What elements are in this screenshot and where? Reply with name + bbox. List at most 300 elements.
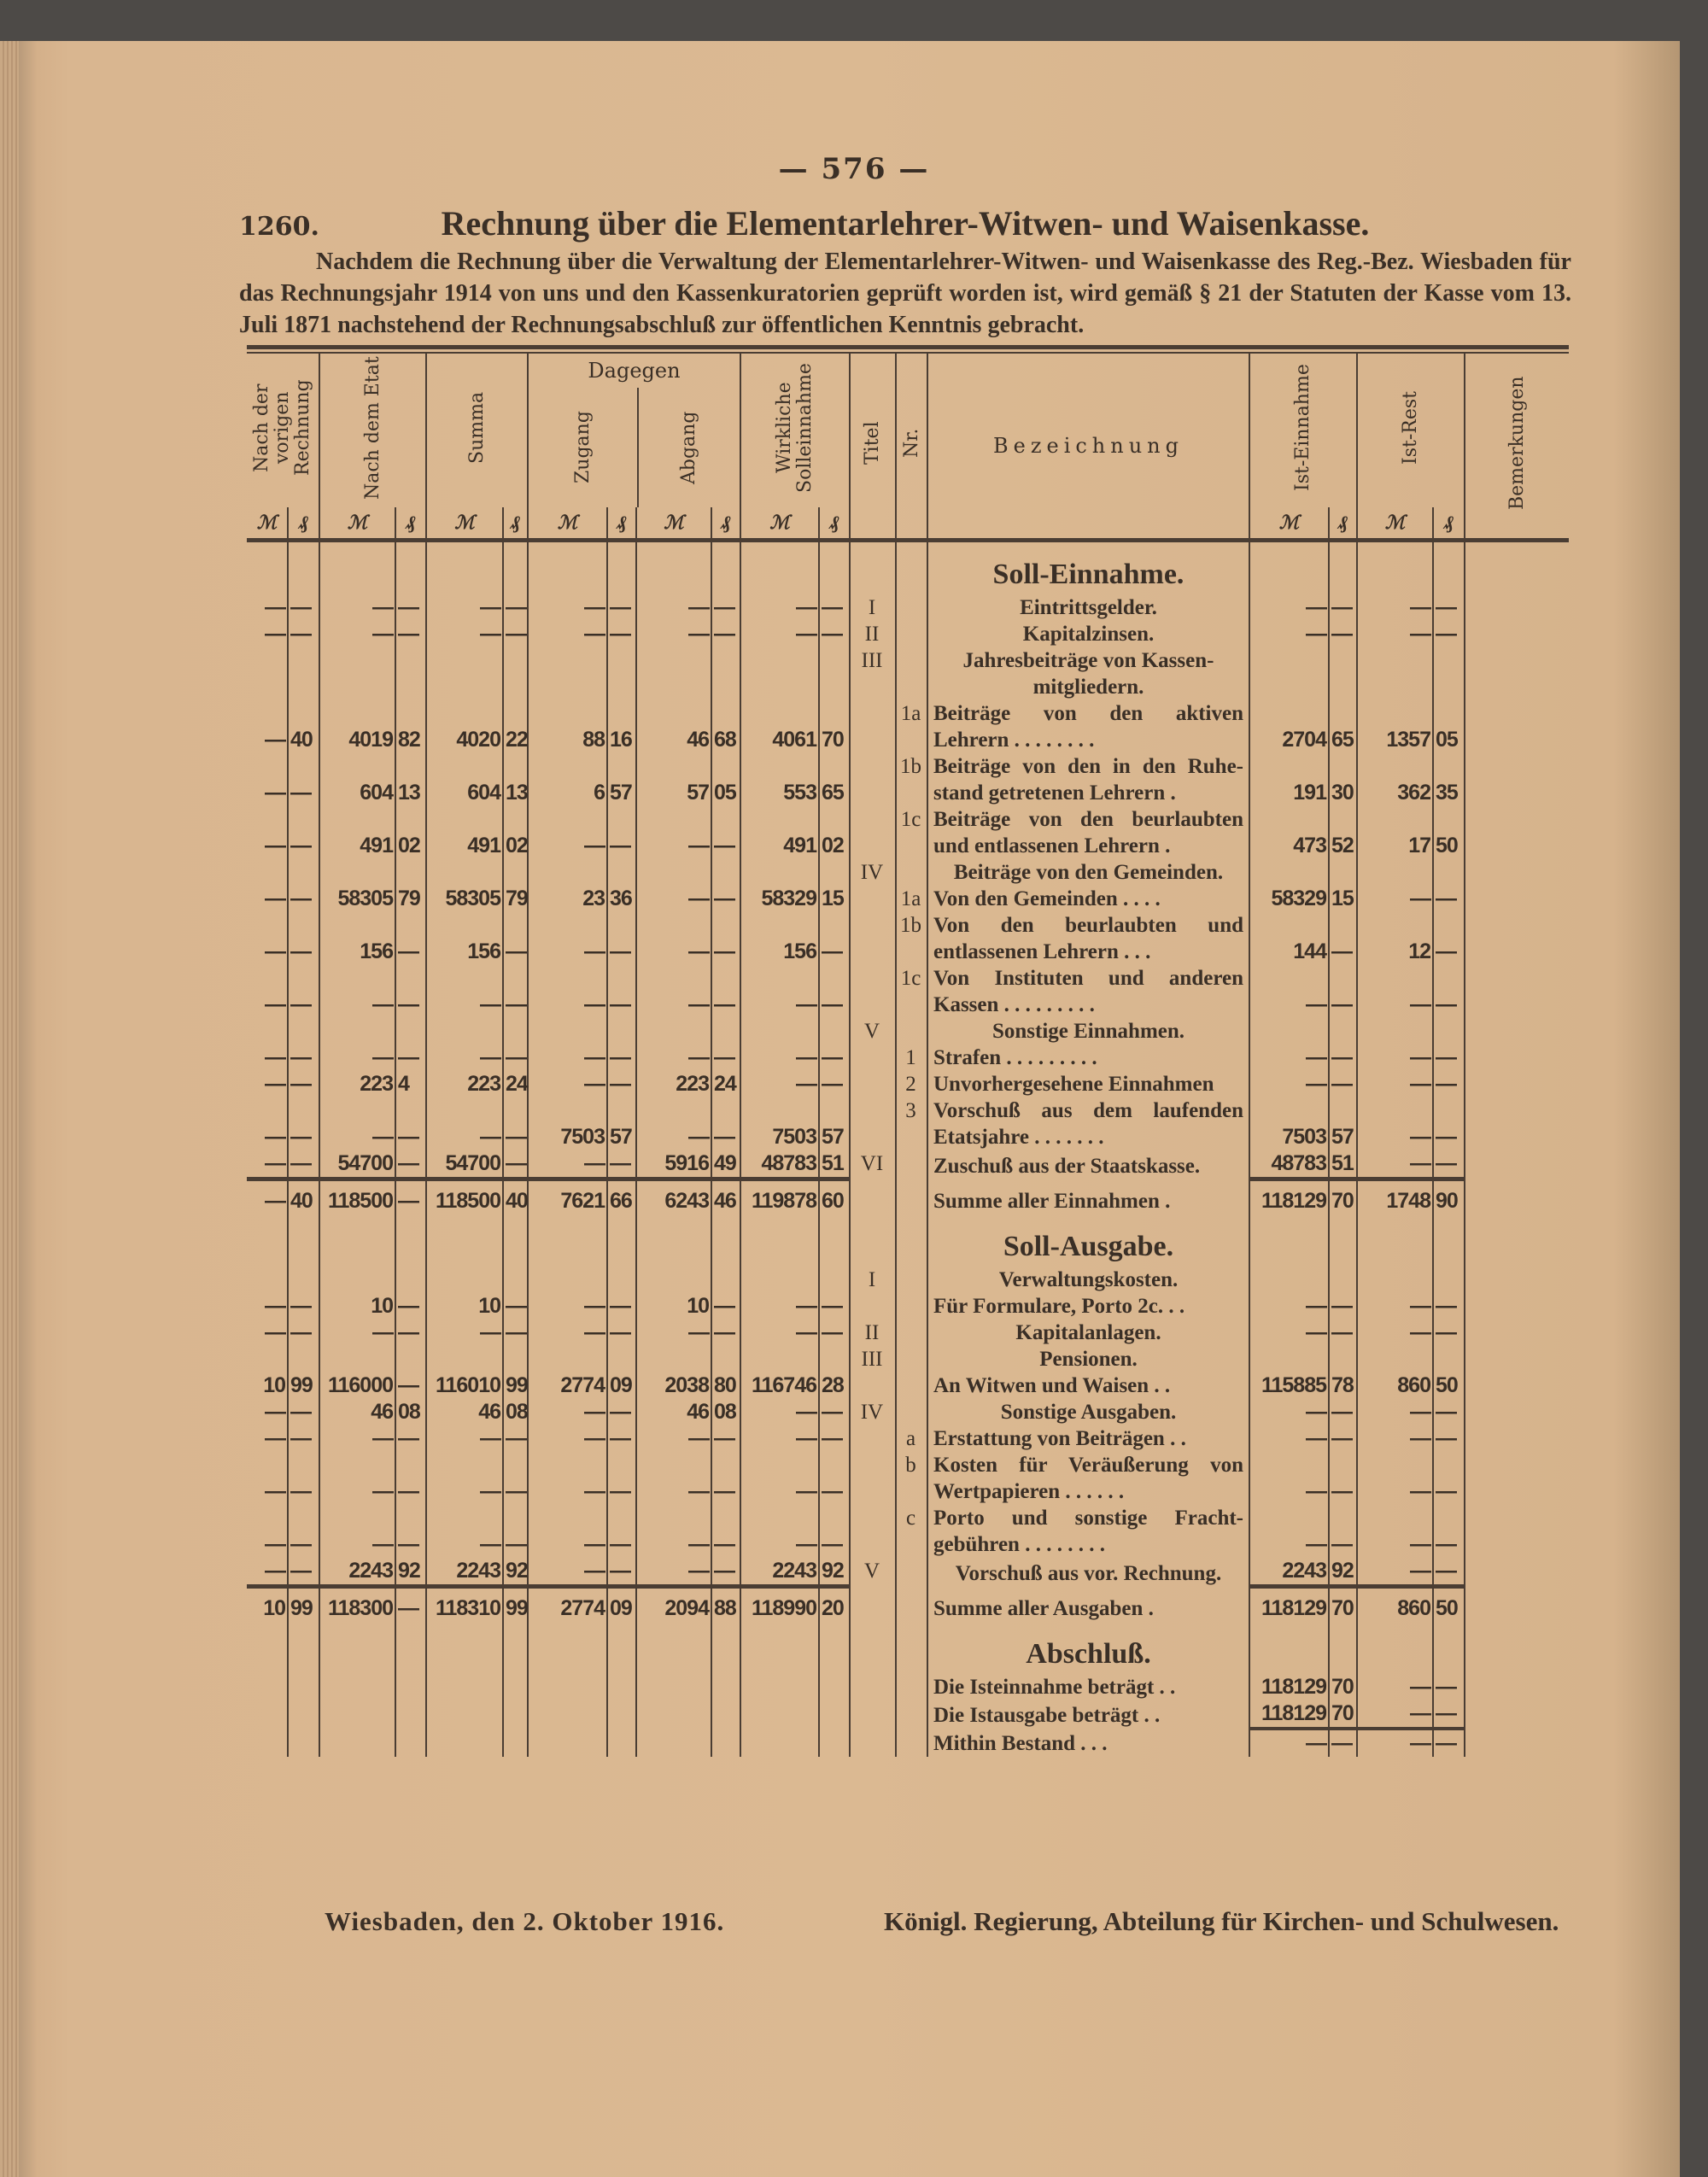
cell-summa-pf: 08 [503,1399,528,1425]
cell-zugang-pf: 16 [607,700,636,753]
cell-nr [896,1399,927,1425]
cell-wirkliche-mark: 7503 [740,1097,819,1150]
cell-bezeichnung [927,1150,1249,1179]
cell-isteinnahme-pf: 70 [1329,1674,1357,1700]
cell-vorige-mark: — [265,834,285,857]
cell-isteinnahme-pf: — [1329,1729,1357,1757]
cell-summa-pf: 22 [503,700,528,753]
cell-zugang-mark [528,1674,607,1700]
cell-summa-mark: 2243 [426,1558,503,1587]
description-line: Sonstige Einnahmen. [991,1020,1185,1043]
cell-titel [850,912,896,965]
cell-vorige-pf [288,1267,319,1293]
cell-isteinnahme-pf: 30 [1329,753,1357,806]
description-line: Kosten für Veräußerung von [933,1454,1243,1477]
cell-isteinnahme-mark: — [1249,1293,1329,1320]
cell-istrest-mark: — [1357,1452,1433,1505]
col-header-nr [896,354,927,538]
cell-vorige-pf: — [288,753,319,806]
cell-istrest-mark [1357,1267,1433,1293]
cell-istrest-pf: — [1433,1558,1465,1587]
cell-istrest-pf [1433,859,1465,886]
cell-zugang-mark: — [528,621,607,647]
unit-pf-zugang: ₰ [607,507,636,538]
cell-isteinnahme-pf [1329,541,1357,595]
cell-isteinnahme-pf [1329,647,1357,700]
cell-summa-mark: 54700 [426,1150,503,1179]
cell-istrest-mark: 1357 [1357,700,1433,753]
cell-bezeichnung [927,1267,1249,1293]
cell-summa-mark: — [426,1425,503,1452]
cell-etat-pf [395,1674,426,1700]
cell-etat-pf [395,1267,426,1293]
description-line: Pensionen. [1039,1348,1138,1371]
cell-istrest-mark: 1748 [1357,1179,1433,1215]
cell-abgang-mark: — [636,621,711,647]
table-row [247,912,1569,965]
col-label-etat: Nach dem Etat [361,356,383,500]
cell-summa-mark: 4020 [426,700,503,753]
cell-etat-pf: — [395,965,426,1018]
cell-summa-mark [426,1729,503,1757]
cell-etat-pf [395,647,426,700]
cell-zugang-mark: 2774 [528,1587,607,1623]
cell-vorige-pf [288,1700,319,1729]
cell-wirkliche-pf [819,1622,850,1674]
cell-bemerkungen [1465,1622,1569,1674]
cell-titel: I [850,594,896,621]
cell-nr [896,1558,927,1587]
cell-zugang-mark: 6 [528,753,607,806]
cell-vorige-pf: — [288,965,319,1018]
cell-isteinnahme-mark: — [1249,1505,1329,1558]
cell-etat-pf: 82 [395,700,426,753]
cell-isteinnahme-mark: — [1249,965,1329,1018]
cell-etat-pf: — [395,1045,426,1071]
cell-summa-pf: 79 [503,886,528,912]
cell-bemerkungen [1465,886,1569,912]
unit-mark-istrest: ℳ [1357,507,1433,538]
cell-isteinnahme-pf: — [1329,912,1357,965]
cell-abgang-mark: 223 [636,1071,711,1097]
cell-isteinnahme-mark: 58329 [1249,886,1329,912]
cell-titel [850,886,896,912]
cell-bezeichnung [927,621,1249,647]
cell-istrest-mark: — [1357,1729,1433,1757]
cell-isteinnahme-mark: 2704 [1249,700,1329,753]
cell-istrest-pf [1433,1267,1465,1293]
cell-vorige-pf: — [288,886,319,912]
cell-vorige-mark [247,1674,288,1700]
cell-isteinnahme-pf [1329,859,1357,886]
cell-nr [896,1674,927,1700]
cell-summa-mark [426,1700,503,1729]
cell-nr: 1c [896,806,927,859]
cell-wirkliche-pf: — [819,1452,850,1505]
cell-etat-mark [319,1018,395,1045]
cell-abgang-pf [711,1622,740,1674]
cell-istrest-pf: — [1433,594,1465,621]
cell-bezeichnung [927,1320,1249,1346]
cell-abgang-mark: — [636,1425,711,1452]
cell-bemerkungen [1465,859,1569,886]
description-line: Die Isteinnahme beträgt . . [933,1676,1176,1699]
table-row [247,541,1569,595]
cell-summa-mark: 58305 [426,886,503,912]
cell-wirkliche-mark: 119878 [740,1179,819,1215]
cell-abgang-pf [711,1729,740,1757]
cell-abgang-pf: — [711,1452,740,1505]
cell-abgang-mark: — [636,1045,711,1071]
cell-vorige-mark: — [265,1426,285,1450]
cell-summa-pf: — [503,1045,528,1071]
cell-etat-mark: 604 [319,753,395,806]
cell-wirkliche-pf [819,647,850,700]
cell-istrest-mark: — [1357,1320,1433,1346]
cell-vorige-pf: — [288,621,319,647]
cell-zugang-mark [528,859,607,886]
cell-abgang-pf [711,541,740,595]
cell-istrest-pf: — [1433,1045,1465,1071]
cell-abgang-mark [636,1674,711,1700]
cell-nr [896,1587,927,1623]
cell-zugang-pf: 36 [607,886,636,912]
cell-summa-mark [426,541,503,595]
cell-etat-mark [319,1674,395,1700]
unit-pf-istrest: ₰ [1433,507,1465,538]
cell-isteinnahme-pf: — [1329,1320,1357,1346]
double-rule [247,345,1569,349]
cell-isteinnahme-pf: — [1329,1452,1357,1505]
cell-zugang-pf: — [607,1425,636,1452]
cell-nr [896,1179,927,1215]
cell-wirkliche-mark [740,1674,819,1700]
cell-bemerkungen [1465,1179,1569,1215]
cell-abgang-pf: — [711,806,740,859]
cell-istrest-pf: — [1433,1505,1465,1558]
cell-isteinnahme-mark [1249,1267,1329,1293]
cell-summa-pf: 99 [503,1372,528,1399]
cell-istrest-mark: 860 [1357,1587,1433,1623]
description-line: An Witwen und Waisen . . [933,1374,1171,1397]
cell-istrest-mark: — [1357,1293,1433,1320]
cell-wirkliche-mark: 58329 [740,886,819,912]
cell-vorige-pf: — [288,1320,319,1346]
cell-abgang-mark [636,1622,711,1674]
cell-vorige-mark: 10 [247,1587,288,1623]
cell-abgang-pf: 68 [711,700,740,753]
cell-vorige-mark: — [265,1125,285,1149]
cell-zugang-pf: — [607,965,636,1018]
cell-vorige-mark [247,1018,288,1045]
cell-zugang-mark [528,1018,607,1045]
cell-bezeichnung [927,1214,1249,1267]
cell-isteinnahme-mark [1249,859,1329,886]
description-line: Vorschuß aus vor. Rechnung. [955,1561,1222,1585]
cell-vorige-pf: 40 [288,700,319,753]
unit-pf-vorige: ₰ [288,507,319,538]
cell-zugang-mark: — [528,1045,607,1071]
cell-wirkliche-pf: — [819,1293,850,1320]
cell-istrest-pf: — [1433,1425,1465,1452]
cell-vorige-pf: 40 [288,1179,319,1215]
cell-etat-mark: 2243 [319,1558,395,1587]
cell-etat-pf: — [395,621,426,647]
cell-etat-mark: 118300 [319,1587,395,1623]
cell-bezeichnung [927,1505,1249,1558]
cell-summa-pf: — [503,1293,528,1320]
cell-wirkliche-pf: — [819,1071,850,1097]
cell-etat-mark: 54700 [319,1150,395,1179]
cell-istrest-pf [1433,1622,1465,1674]
cell-abgang-pf: — [711,1045,740,1071]
cell-istrest-mark: — [1357,1097,1433,1150]
cell-bemerkungen [1465,594,1569,621]
col-label-summa: Summa [465,391,488,465]
cell-vorige-pf [288,647,319,700]
cell-isteinnahme-mark [1249,1622,1329,1674]
cell-isteinnahme-pf: 51 [1329,1150,1357,1179]
description-line: Von den Gemeinden . . . . [933,887,1161,910]
cell-vorige-mark: — [265,992,285,1016]
unit-pf-wirkliche: ₰ [819,507,850,538]
description-line: Von den beurlaubten und [933,914,1243,937]
cell-bemerkungen [1465,965,1569,1018]
cell-zugang-mark: 23 [528,886,607,912]
cell-summa-mark [426,1214,503,1267]
col-header-zugang [529,388,637,507]
cell-zugang-pf: — [607,806,636,859]
cell-titel [850,1071,896,1097]
cell-istrest-mark: — [1357,1700,1433,1729]
cell-istrest-mark [1357,1622,1433,1674]
cell-isteinnahme-mark: 144 [1249,912,1329,965]
description-line: entlassenen Lehrern . . . [933,940,1151,963]
cell-zugang-mark: — [528,965,607,1018]
unit-mark-summa: ℳ [426,507,503,538]
cell-wirkliche-pf: 02 [819,806,850,859]
cell-vorige-mark: 10 [263,1373,285,1397]
cell-wirkliche-pf [819,1267,850,1293]
cell-wirkliche-mark: — [740,1425,819,1452]
cell-zugang-mark: 88 [528,700,607,753]
table-row [247,1150,1569,1179]
cell-abgang-mark: — [636,886,711,912]
cell-isteinnahme-mark: — [1249,1452,1329,1505]
cell-bemerkungen [1465,621,1569,647]
cell-etat-mark: 4019 [319,700,395,753]
col-label-bezeichnung: Bezeichnung [993,434,1184,458]
cell-abgang-mark: — [636,1452,711,1505]
cell-vorige-mark: — [265,1151,285,1175]
cell-titel [850,1452,896,1505]
cell-etat-mark [319,859,395,886]
cell-etat-mark: 156 [319,912,395,965]
cell-vorige-mark: — [265,1400,285,1424]
cell-nr: 1b [896,753,927,806]
cell-zugang-pf [607,647,636,700]
cell-abgang-mark: — [636,1097,711,1150]
description-line: Etatsjahre . . . . . . . [933,1126,1104,1149]
cell-summa-pf: — [503,912,528,965]
cell-bezeichnung [927,1346,1249,1372]
cell-summa-pf [503,541,528,595]
cell-bemerkungen [1465,1097,1569,1150]
cell-etat-mark: 491 [319,806,395,859]
cell-titel: VI [850,1150,896,1179]
cell-zugang-pf: — [607,1399,636,1425]
cell-vorige-mark [247,859,288,886]
cell-istrest-mark: — [1357,594,1433,621]
cell-summa-pf [503,647,528,700]
cell-etat-pf: — [395,1179,426,1215]
cell-zugang-pf: — [607,912,636,965]
cell-isteinnahme-pf [1329,1622,1357,1674]
cell-abgang-mark [636,1346,711,1372]
cell-wirkliche-pf: 20 [819,1587,850,1623]
cell-vorige-pf: — [288,1505,319,1558]
cell-etat-pf: — [395,1452,426,1505]
cell-istrest-mark: — [1357,621,1433,647]
cell-istrest-pf: — [1433,1452,1465,1505]
cell-abgang-mark [636,859,711,886]
table-row [247,1399,1569,1425]
cell-vorige-pf [288,1674,319,1700]
cell-nr [896,1346,927,1372]
cell-vorige-pf: 99 [288,1372,319,1399]
unit-mark-vorige: ℳ [256,512,278,534]
cell-zugang-pf: — [607,1505,636,1558]
col-header-dagegen [528,354,740,507]
cell-nr: b [896,1452,927,1505]
cell-summa-mark: 491 [426,806,503,859]
table-row [247,965,1569,1018]
cell-isteinnahme-mark: 118129 [1249,1587,1329,1623]
cell-titel [850,1045,896,1071]
cell-vorige-mark [247,647,288,700]
cell-bezeichnung [927,1558,1249,1587]
cell-bezeichnung [927,541,1249,595]
cell-isteinnahme-mark: 191 [1249,753,1329,806]
col-label-zugang: Zugang [571,411,594,484]
cell-summa-pf: 13 [503,753,528,806]
cell-bemerkungen [1465,1425,1569,1452]
cell-vorige-pf: — [288,1150,319,1179]
cell-summa-mark: — [426,1320,503,1346]
cell-istrest-mark: 362 [1357,753,1433,806]
cell-bezeichnung [927,859,1249,886]
cell-zugang-mark [528,1729,607,1757]
cell-bezeichnung [927,1674,1249,1700]
cell-summa-pf: 24 [503,1071,528,1097]
cell-wirkliche-pf: 60 [819,1179,850,1215]
cell-wirkliche-pf: 28 [819,1372,850,1399]
description-line: Abschluß. [1026,1638,1151,1670]
cell-summa-pf: 99 [503,1587,528,1623]
cell-etat-mark [319,1267,395,1293]
unit-mark-zugang: ℳ [528,507,607,538]
cell-vorige-pf [288,541,319,595]
cell-isteinnahme-mark [1249,1346,1329,1372]
cell-bezeichnung [927,1372,1249,1399]
cell-nr [896,541,927,595]
table-row [247,1700,1569,1729]
cell-abgang-pf: — [711,965,740,1018]
cell-bezeichnung [927,1452,1249,1505]
cell-wirkliche-mark: — [740,1320,819,1346]
description-line: Erstattung von Beiträgen . . [933,1427,1186,1450]
description-line: Beiträge von den beurlaubten [933,808,1243,831]
cell-nr [896,1293,927,1320]
cell-wirkliche-mark [740,647,819,700]
cell-abgang-pf: 05 [711,753,740,806]
description-line: Kapitalzinsen. [1022,623,1155,646]
cell-abgang-mark: — [636,806,711,859]
cell-titel: III [850,1346,896,1372]
cell-etat-pf: — [395,1150,426,1179]
cell-istrest-pf: — [1433,965,1465,1018]
cell-zugang-pf: — [607,1558,636,1587]
cell-wirkliche-mark: — [740,594,819,621]
cell-isteinnahme-mark: 7503 [1249,1097,1329,1150]
cell-isteinnahme-pf: 70 [1329,1700,1357,1729]
cell-istrest-mark [1357,1214,1433,1267]
cell-zugang-mark [528,1346,607,1372]
col-header-etat [319,354,426,507]
cell-zugang-mark: — [528,806,607,859]
cell-etat-pf [395,1214,426,1267]
col-header-bezeichnung [927,354,1249,538]
cell-summa-pf [503,1622,528,1674]
cell-nr: 3 [896,1097,927,1150]
cell-isteinnahme-pf: 15 [1329,886,1357,912]
cell-bemerkungen [1465,647,1569,700]
cell-bemerkungen [1465,1700,1569,1729]
description-line: Für Formulare, Porto 2c. . . [933,1295,1185,1318]
cell-etat-pf: — [395,1293,426,1320]
cell-istrest-pf: 50 [1433,806,1465,859]
cell-isteinnahme-pf: — [1329,1071,1357,1097]
cell-wirkliche-mark: 2243 [740,1558,819,1587]
cell-istrest-pf: — [1433,1700,1465,1729]
cell-titel [850,1372,896,1399]
cell-titel [850,753,896,806]
cell-abgang-pf: — [711,594,740,621]
cell-abgang-mark [636,647,711,700]
cell-abgang-mark: 2038 [636,1372,711,1399]
cell-isteinnahme-mark [1249,647,1329,700]
cell-abgang-mark: — [636,1320,711,1346]
cell-nr [896,1622,927,1674]
col-label-wirkliche: Wirkliche Solleinnahme [774,363,816,493]
cell-bemerkungen [1465,912,1569,965]
cell-wirkliche-pf: 70 [819,700,850,753]
cell-summa-mark: 46 [426,1399,503,1425]
cell-bemerkungen [1465,1346,1569,1372]
cell-abgang-mark: — [636,594,711,621]
cell-abgang-pf: — [711,1320,740,1346]
col-header-wirkliche [740,354,850,507]
cell-wirkliche-pf [819,1729,850,1757]
cell-etat-mark [319,1700,395,1729]
page-number: — 576 — [778,152,930,186]
cell-etat-pf: — [395,1587,426,1623]
cell-vorige-mark: — [265,887,285,910]
cell-isteinnahme-mark [1249,1018,1329,1045]
cell-bemerkungen [1465,700,1569,753]
cell-wirkliche-pf: 15 [819,886,850,912]
cell-zugang-mark: — [528,1150,607,1179]
